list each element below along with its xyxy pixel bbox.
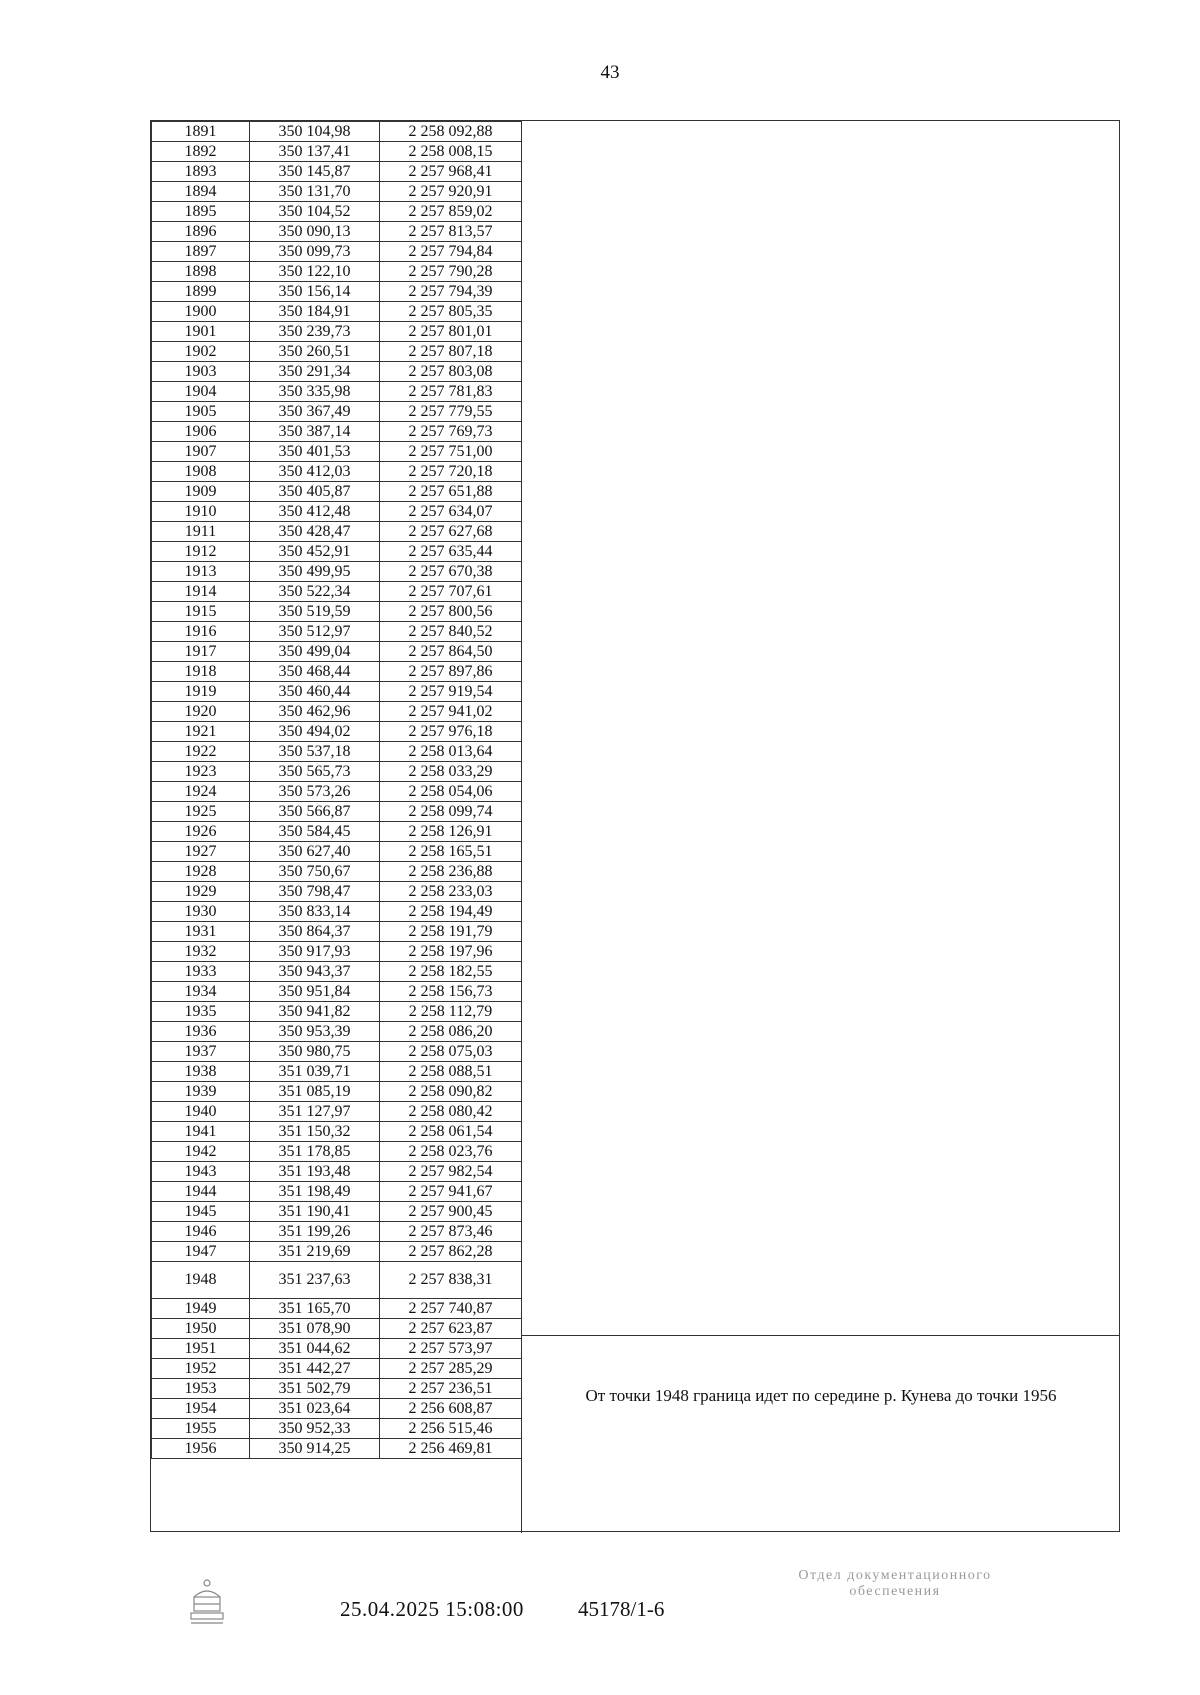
point-number: 1926 (152, 822, 250, 842)
y-coordinate: 2 258 088,51 (380, 1062, 522, 1082)
table-row (152, 1202, 522, 1222)
point-number: 1927 (152, 842, 250, 862)
table-row (152, 202, 522, 222)
table-row (152, 1022, 522, 1042)
point-number: 1915 (152, 602, 250, 622)
table-row (152, 602, 522, 622)
table-row (152, 222, 522, 242)
point-number: 1902 (152, 342, 250, 362)
point-number: 1934 (152, 982, 250, 1002)
x-coordinate: 350 260,51 (250, 342, 380, 362)
x-coordinate: 350 137,41 (250, 142, 380, 162)
table-row (152, 1299, 522, 1319)
table-row (152, 782, 522, 802)
table-row (152, 422, 522, 442)
y-coordinate: 2 257 670,38 (380, 562, 522, 582)
x-coordinate: 350 750,67 (250, 862, 380, 882)
y-coordinate: 2 258 197,96 (380, 942, 522, 962)
y-coordinate: 2 256 608,87 (380, 1399, 522, 1419)
y-coordinate: 2 257 573,97 (380, 1339, 522, 1359)
y-coordinate: 2 258 086,20 (380, 1022, 522, 1042)
y-coordinate: 2 257 740,87 (380, 1299, 522, 1319)
y-coordinate: 2 257 862,28 (380, 1242, 522, 1262)
point-number: 1951 (152, 1339, 250, 1359)
point-number: 1923 (152, 762, 250, 782)
point-number: 1932 (152, 942, 250, 962)
y-coordinate: 2 257 751,00 (380, 442, 522, 462)
x-coordinate: 350 522,34 (250, 582, 380, 602)
x-coordinate: 351 044,62 (250, 1339, 380, 1359)
point-number: 1939 (152, 1082, 250, 1102)
x-coordinate: 351 502,79 (250, 1379, 380, 1399)
point-number: 1944 (152, 1182, 250, 1202)
y-coordinate: 2 257 919,54 (380, 682, 522, 702)
point-number: 1936 (152, 1022, 250, 1042)
point-number: 1895 (152, 202, 250, 222)
y-coordinate: 2 258 182,55 (380, 962, 522, 982)
y-coordinate: 2 257 790,28 (380, 262, 522, 282)
table-row (152, 1262, 522, 1299)
point-number: 1945 (152, 1202, 250, 1222)
table-row (152, 1002, 522, 1022)
x-coordinate: 350 452,91 (250, 542, 380, 562)
table-row (152, 1082, 522, 1102)
y-coordinate: 2 258 156,73 (380, 982, 522, 1002)
point-number: 1900 (152, 302, 250, 322)
boundary-description: От точки 1948 граница идет по середине р. Кунева до точки 1956 (585, 1386, 1057, 1405)
y-coordinate: 2 258 023,76 (380, 1142, 522, 1162)
table-row (152, 542, 522, 562)
point-number: 1908 (152, 462, 250, 482)
y-coordinate: 2 257 968,41 (380, 162, 522, 182)
point-number: 1940 (152, 1102, 250, 1122)
point-number: 1910 (152, 502, 250, 522)
x-coordinate: 350 499,04 (250, 642, 380, 662)
point-number: 1919 (152, 682, 250, 702)
y-coordinate: 2 257 635,44 (380, 542, 522, 562)
table-row (152, 522, 522, 542)
point-number: 1917 (152, 642, 250, 662)
point-number: 1903 (152, 362, 250, 382)
table-row (152, 862, 522, 882)
y-coordinate: 2 257 794,39 (380, 282, 522, 302)
x-coordinate: 350 131,70 (250, 182, 380, 202)
y-coordinate: 2 257 800,56 (380, 602, 522, 622)
point-number: 1892 (152, 142, 250, 162)
y-coordinate: 2 257 801,01 (380, 322, 522, 342)
department-stamp (745, 1568, 1045, 1600)
table-row (152, 1359, 522, 1379)
y-coordinate: 2 257 838,31 (380, 1262, 522, 1299)
x-coordinate: 350 537,18 (250, 742, 380, 762)
table-row (152, 1102, 522, 1122)
y-coordinate: 2 258 054,06 (380, 782, 522, 802)
y-coordinate: 2 257 707,61 (380, 582, 522, 602)
point-number: 1911 (152, 522, 250, 542)
y-coordinate: 2 258 092,88 (380, 122, 522, 142)
y-coordinate: 2 257 813,57 (380, 222, 522, 242)
x-coordinate: 350 952,33 (250, 1419, 380, 1439)
table-row (152, 1042, 522, 1062)
point-number: 1913 (152, 562, 250, 582)
table-row (152, 1142, 522, 1162)
point-number: 1954 (152, 1399, 250, 1419)
x-coordinate: 351 165,70 (250, 1299, 380, 1319)
x-coordinate: 350 428,47 (250, 522, 380, 542)
point-number: 1925 (152, 802, 250, 822)
x-coordinate: 351 237,63 (250, 1262, 380, 1299)
point-number: 1905 (152, 402, 250, 422)
x-coordinate: 350 335,98 (250, 382, 380, 402)
x-coordinate: 350 401,53 (250, 442, 380, 462)
table-row (152, 882, 522, 902)
y-coordinate: 2 258 061,54 (380, 1122, 522, 1142)
point-number: 1928 (152, 862, 250, 882)
point-number: 1950 (152, 1319, 250, 1339)
point-number: 1952 (152, 1359, 250, 1379)
table-row (152, 982, 522, 1002)
table-row (152, 622, 522, 642)
point-number: 1909 (152, 482, 250, 502)
y-coordinate: 2 257 807,18 (380, 342, 522, 362)
point-number: 1937 (152, 1042, 250, 1062)
footer-document-number: 45178/1-6 (578, 1597, 665, 1621)
point-number: 1930 (152, 902, 250, 922)
table-row (152, 382, 522, 402)
x-coordinate: 350 468,44 (250, 662, 380, 682)
x-coordinate: 351 198,49 (250, 1182, 380, 1202)
table-row (152, 1122, 522, 1142)
x-coordinate: 351 442,27 (250, 1359, 380, 1379)
y-coordinate: 2 258 165,51 (380, 842, 522, 862)
table-row (152, 662, 522, 682)
point-number: 1946 (152, 1222, 250, 1242)
point-number: 1896 (152, 222, 250, 242)
y-coordinate: 2 258 236,88 (380, 862, 522, 882)
point-number: 1956 (152, 1439, 250, 1459)
x-coordinate: 350 090,13 (250, 222, 380, 242)
point-number: 1955 (152, 1419, 250, 1439)
x-coordinate: 350 943,37 (250, 962, 380, 982)
y-coordinate: 2 258 008,15 (380, 142, 522, 162)
table-row (152, 1399, 522, 1419)
y-coordinate: 2 257 720,18 (380, 462, 522, 482)
point-number: 1901 (152, 322, 250, 342)
point-number: 1918 (152, 662, 250, 682)
table-row (152, 722, 522, 742)
description-column-border (521, 121, 522, 1533)
y-coordinate: 2 257 803,08 (380, 362, 522, 382)
x-coordinate: 350 914,25 (250, 1439, 380, 1459)
emblem-icon (186, 1575, 228, 1627)
point-number: 1933 (152, 962, 250, 982)
table-row (152, 462, 522, 482)
y-coordinate: 2 257 941,02 (380, 702, 522, 722)
point-number: 1943 (152, 1162, 250, 1182)
y-coordinate: 2 256 469,81 (380, 1439, 522, 1459)
table-row (152, 762, 522, 782)
point-number: 1897 (152, 242, 250, 262)
x-coordinate: 350 951,84 (250, 982, 380, 1002)
table-row (152, 282, 522, 302)
point-number: 1907 (152, 442, 250, 462)
table-row (152, 262, 522, 282)
description-divider (521, 1335, 1119, 1336)
x-coordinate: 350 833,14 (250, 902, 380, 922)
x-coordinate: 350 460,44 (250, 682, 380, 702)
x-coordinate: 350 104,52 (250, 202, 380, 222)
y-coordinate: 2 257 779,55 (380, 402, 522, 422)
point-number: 1921 (152, 722, 250, 742)
x-coordinate: 351 219,69 (250, 1242, 380, 1262)
boundary-table (150, 120, 1120, 1532)
x-coordinate: 350 980,75 (250, 1042, 380, 1062)
point-number: 1899 (152, 282, 250, 302)
x-coordinate: 350 573,26 (250, 782, 380, 802)
coordinates-table (151, 121, 522, 1459)
y-coordinate: 2 258 080,42 (380, 1102, 522, 1122)
table-row (152, 342, 522, 362)
point-number: 1941 (152, 1122, 250, 1142)
table-row (152, 1182, 522, 1202)
page-number: 43 (600, 62, 620, 83)
point-number: 1914 (152, 582, 250, 602)
y-coordinate: 2 257 976,18 (380, 722, 522, 742)
x-coordinate: 350 566,87 (250, 802, 380, 822)
x-coordinate: 351 150,32 (250, 1122, 380, 1142)
x-coordinate: 351 199,26 (250, 1222, 380, 1242)
y-coordinate: 2 257 627,68 (380, 522, 522, 542)
x-coordinate: 350 122,10 (250, 262, 380, 282)
point-number: 1947 (152, 1242, 250, 1262)
point-number: 1894 (152, 182, 250, 202)
y-coordinate: 2 257 941,67 (380, 1182, 522, 1202)
y-coordinate: 2 258 112,79 (380, 1002, 522, 1022)
x-coordinate: 351 127,97 (250, 1102, 380, 1122)
x-coordinate: 350 156,14 (250, 282, 380, 302)
table-row (152, 1222, 522, 1242)
table-row (152, 1419, 522, 1439)
table-row (152, 502, 522, 522)
table-row (152, 1242, 522, 1262)
x-coordinate: 350 917,93 (250, 942, 380, 962)
point-number: 1942 (152, 1142, 250, 1162)
point-number: 1893 (152, 162, 250, 182)
x-coordinate: 350 405,87 (250, 482, 380, 502)
table-row (152, 562, 522, 582)
x-coordinate: 350 941,82 (250, 1002, 380, 1022)
y-coordinate: 2 257 900,45 (380, 1202, 522, 1222)
y-coordinate: 2 258 191,79 (380, 922, 522, 942)
x-coordinate: 350 104,98 (250, 122, 380, 142)
x-coordinate: 351 085,19 (250, 1082, 380, 1102)
table-row (152, 322, 522, 342)
x-coordinate: 351 193,48 (250, 1162, 380, 1182)
y-coordinate: 2 257 864,50 (380, 642, 522, 662)
point-number: 1924 (152, 782, 250, 802)
x-coordinate: 350 099,73 (250, 242, 380, 262)
x-coordinate: 350 864,37 (250, 922, 380, 942)
table-row (152, 642, 522, 662)
y-coordinate: 2 257 634,07 (380, 502, 522, 522)
x-coordinate: 350 462,96 (250, 702, 380, 722)
point-number: 1935 (152, 1002, 250, 1022)
table-row (152, 402, 522, 422)
x-coordinate: 350 798,47 (250, 882, 380, 902)
table-row (152, 842, 522, 862)
x-coordinate: 350 494,02 (250, 722, 380, 742)
y-coordinate: 2 257 840,52 (380, 622, 522, 642)
x-coordinate: 350 412,03 (250, 462, 380, 482)
table-row (152, 942, 522, 962)
y-coordinate: 2 258 126,91 (380, 822, 522, 842)
x-coordinate: 350 387,14 (250, 422, 380, 442)
x-coordinate: 351 039,71 (250, 1062, 380, 1082)
x-coordinate: 350 184,91 (250, 302, 380, 322)
department-stamp-line1: Отдел документационного (798, 1568, 992, 1583)
table-row (152, 702, 522, 722)
point-number: 1912 (152, 542, 250, 562)
y-coordinate: 2 257 859,02 (380, 202, 522, 222)
x-coordinate: 350 627,40 (250, 842, 380, 862)
x-coordinate: 350 499,95 (250, 562, 380, 582)
table-row (152, 1162, 522, 1182)
footer-timestamp: 25.04.2025 15:08:00 (340, 1597, 524, 1621)
point-number: 1922 (152, 742, 250, 762)
table-row (152, 162, 522, 182)
table-row (152, 1062, 522, 1082)
x-coordinate: 350 953,39 (250, 1022, 380, 1042)
point-number: 1891 (152, 122, 250, 142)
point-number: 1948 (152, 1262, 250, 1299)
x-coordinate: 351 190,41 (250, 1202, 380, 1222)
y-coordinate: 2 257 794,84 (380, 242, 522, 262)
y-coordinate: 2 257 236,51 (380, 1379, 522, 1399)
y-coordinate: 2 257 982,54 (380, 1162, 522, 1182)
x-coordinate: 351 078,90 (250, 1319, 380, 1339)
y-coordinate: 2 257 623,87 (380, 1319, 522, 1339)
table-row (152, 822, 522, 842)
y-coordinate: 2 257 769,73 (380, 422, 522, 442)
table-row (152, 742, 522, 762)
point-number: 1920 (152, 702, 250, 722)
y-coordinate: 2 257 285,29 (380, 1359, 522, 1379)
table-row (152, 362, 522, 382)
table-row (152, 582, 522, 602)
table-row (152, 1319, 522, 1339)
y-coordinate: 2 257 873,46 (380, 1222, 522, 1242)
x-coordinate: 350 512,97 (250, 622, 380, 642)
point-number: 1916 (152, 622, 250, 642)
y-coordinate: 2 257 920,91 (380, 182, 522, 202)
table-row (152, 802, 522, 822)
y-coordinate: 2 258 194,49 (380, 902, 522, 922)
table-row (152, 1439, 522, 1459)
y-coordinate: 2 257 897,86 (380, 662, 522, 682)
x-coordinate: 351 178,85 (250, 1142, 380, 1162)
table-row (152, 922, 522, 942)
point-number: 1953 (152, 1379, 250, 1399)
x-coordinate: 350 412,48 (250, 502, 380, 522)
table-row (152, 122, 522, 142)
department-stamp-line2: обеспечения (849, 1584, 941, 1599)
y-coordinate: 2 256 515,46 (380, 1419, 522, 1439)
table-row (152, 482, 522, 502)
table-row (152, 442, 522, 462)
point-number: 1949 (152, 1299, 250, 1319)
x-coordinate: 350 239,73 (250, 322, 380, 342)
y-coordinate: 2 257 781,83 (380, 382, 522, 402)
x-coordinate: 350 145,87 (250, 162, 380, 182)
table-row (152, 242, 522, 262)
point-number: 1938 (152, 1062, 250, 1082)
table-row (152, 682, 522, 702)
point-number: 1898 (152, 262, 250, 282)
table-row (152, 182, 522, 202)
x-coordinate: 350 367,49 (250, 402, 380, 422)
x-coordinate: 350 584,45 (250, 822, 380, 842)
y-coordinate: 2 257 805,35 (380, 302, 522, 322)
x-coordinate: 350 565,73 (250, 762, 380, 782)
table-row (152, 142, 522, 162)
table-row (152, 902, 522, 922)
y-coordinate: 2 258 090,82 (380, 1082, 522, 1102)
point-number: 1929 (152, 882, 250, 902)
y-coordinate: 2 257 651,88 (380, 482, 522, 502)
x-coordinate: 350 519,59 (250, 602, 380, 622)
table-row (152, 302, 522, 322)
y-coordinate: 2 258 233,03 (380, 882, 522, 902)
y-coordinate: 2 258 013,64 (380, 742, 522, 762)
point-number: 1906 (152, 422, 250, 442)
table-row (152, 962, 522, 982)
table-row (152, 1379, 522, 1399)
point-number: 1904 (152, 382, 250, 402)
point-number: 1931 (152, 922, 250, 942)
x-coordinate: 351 023,64 (250, 1399, 380, 1419)
table-row (152, 1339, 522, 1359)
y-coordinate: 2 258 075,03 (380, 1042, 522, 1062)
y-coordinate: 2 258 033,29 (380, 762, 522, 782)
y-coordinate: 2 258 099,74 (380, 802, 522, 822)
x-coordinate: 350 291,34 (250, 362, 380, 382)
